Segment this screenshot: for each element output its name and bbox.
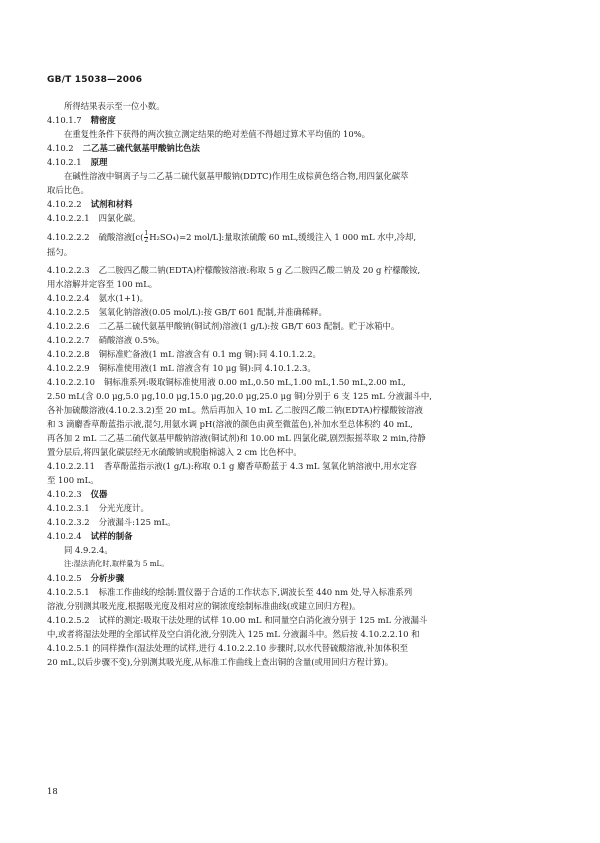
clause-continuation: 置分层后,将四氯化碳层经无水硫酸钠或脱脂棉滤入 2 cm 比色杯中。 <box>47 447 302 457</box>
clause-text: 铜标准系列:吸取铜标准使用液 0.00 mL,0.50 mL,1.00 mL,1.50 mL,2.00 mL, <box>103 377 406 387</box>
clause-number: 4.10.2.2.1 <box>47 213 90 223</box>
section-heading <box>47 571 559 585</box>
text-line: 所得结果表示至一位小数。 <box>64 101 165 111</box>
clause-text: 硝酸溶液 0.5%。 <box>98 335 165 345</box>
section-title: 仪器 <box>90 489 108 499</box>
section-number: 4.10.2 <box>47 143 74 153</box>
section-number: 4.10.2.3 <box>47 489 82 499</box>
clause-text: 硫酸溶液[c( <box>98 232 144 242</box>
clause-continuation: 摇匀。 <box>47 247 73 257</box>
clause-number: 4.10.2.2.4 <box>47 293 90 303</box>
fraction-numerator: 1 <box>144 230 149 237</box>
note-text: 注:湿法消化时,取样量为 5 mL。 <box>64 559 169 568</box>
standard-number-header: GB/T 15038—2006 <box>47 75 143 85</box>
clause-text: 标准工作曲线的绘制:置仪器于合适的工作状态下,调波长至 440 nm 处,导入标准系列 <box>98 587 413 597</box>
clause-line <box>47 361 559 375</box>
section-heading <box>47 197 559 211</box>
section-heading <box>47 487 559 501</box>
clause-continuation: 至 100 mL。 <box>47 475 99 485</box>
clause-number: 4.10.2.2.10 <box>47 377 95 387</box>
clause-text: 氨水(1+1)。 <box>98 293 148 303</box>
clause-text: H₂SO₄)=2 mol/L]:量取浓硫酸 60 mL,缓缓注入 1 000 mL 水中,冷却, <box>149 232 417 242</box>
clause-line <box>47 305 559 319</box>
clause-text: 氢氧化钠溶液(0.05 mol/L):按 GB/T 601 配制,并准确稀释。 <box>98 307 327 317</box>
clause-number: 4.10.2.3.1 <box>47 503 90 513</box>
clause-text: 铜标准使用液(1 mL 溶液含有 10 μg 铜):同 4.10.1.2.3。 <box>98 363 316 373</box>
clause-line <box>47 291 559 305</box>
clause-line <box>47 585 559 599</box>
section-title: 试剂和材料 <box>90 199 133 209</box>
clause-line <box>47 375 559 389</box>
clause-line <box>47 347 559 361</box>
clause-number: 4.10.2.2.8 <box>47 349 90 359</box>
clause-text: 试样的测定:吸取干法处理的试样 10.00 mL 和同量空白消化液分别于 125 mL 分液漏斗 <box>98 615 428 625</box>
clause-continuation: 溶液,分别测其吸光度,根据吸光度及相对应的铜浓度绘制标准曲线(或建立回归方程)。 <box>47 601 361 611</box>
section-number: 4.10.2.4 <box>47 531 82 541</box>
clause-line <box>47 211 559 225</box>
fraction-denominator: 2 <box>144 237 149 244</box>
section-number: 4.10.1.7 <box>47 115 82 125</box>
clause-text: 香草酚蓝指示液(1 g/L):称取 0.1 g 麝香草酚蓝于 4.3 mL 氢氧化钠溶液中,用水定容 <box>103 461 417 471</box>
clause-continuation: 4.10.2.5.1 的同样操作(湿法处理的试样,进行 4.10.2.2.10 步骤时,以水代替硫酸溶液,补加体积至 <box>47 643 409 653</box>
clause-text: 分液漏斗:125 mL。 <box>98 517 176 527</box>
section-title: 原理 <box>90 157 108 167</box>
section-title: 分析步骤 <box>90 573 125 583</box>
clause-number: 4.10.2.2.2 <box>47 232 90 242</box>
clause-number: 4.10.2.2.3 <box>47 265 90 275</box>
clause-continuation: 各补加硫酸溶液(4.10.2.3.2)至 20 mL。然后再加入 10 mL 乙二胺四乙酸二钠(EDTA)柠檬酸铵溶液 <box>47 405 423 415</box>
clause-line <box>47 515 559 529</box>
section-number: 4.10.2.2 <box>47 199 82 209</box>
clause-number: 4.10.2.2.11 <box>47 461 95 471</box>
clause-continuation: 20 mL,以后步骤不变),分别测其吸光度,从标准工作曲线上查出铜的含量(或用回归方程计算)。 <box>47 657 394 667</box>
clause-continuation: 用水溶解并定容至 100 mL。 <box>47 279 158 289</box>
section-title: 精密度 <box>90 115 116 125</box>
section-title: 试样的制备 <box>90 531 133 541</box>
clause-line <box>47 613 559 627</box>
section-title: 二乙基二硫代氨基甲酸钠比色法 <box>82 143 200 153</box>
clause-number: 4.10.2.2.9 <box>47 363 90 373</box>
clause-text: 四氯化碳。 <box>98 213 141 223</box>
section-number: 4.10.2.1 <box>47 157 82 167</box>
clause-continuation: 再各加 2 mL 二乙基二硫代氨基甲酸钠溶液(铜试剂)和 10.00 mL 四氯化碳,剧烈振摇萃取 2 min,待静 <box>47 433 426 443</box>
clause-continuation: 中,或者将湿法处理的全部试样及空白消化液,分别洗入 125 mL 分液漏斗中。然后按 4.10.2.2.10 和 <box>47 629 420 639</box>
clause-line <box>47 459 559 473</box>
document-body <box>47 99 559 669</box>
section-heading <box>47 113 559 127</box>
clause-number: 4.10.2.2.7 <box>47 335 90 345</box>
section-heading <box>47 529 559 543</box>
clause-text: 二乙基二硫代氨基甲酸钠(铜试剂)溶液(1 g/L):按 GB/T 603 配制。贮于冰箱中。 <box>98 321 400 331</box>
clause-number: 4.10.2.3.2 <box>47 517 90 527</box>
clause-number: 4.10.2.5.1 <box>47 587 90 597</box>
section-heading <box>47 155 559 169</box>
fraction <box>144 231 148 244</box>
clause-number: 4.10.2.2.5 <box>47 307 90 317</box>
text-line: 在重复性条件下获得的两次独立测定结果的绝对差值不得超过算术平均值的 10%。 <box>64 129 371 139</box>
text-line: 同 4.9.2.4。 <box>64 545 113 555</box>
clause-number: 4.10.2.5.2 <box>47 615 90 625</box>
section-number: 4.10.2.5 <box>47 573 82 583</box>
clause-line <box>47 501 559 515</box>
section-heading <box>47 141 559 155</box>
page-number: 18 <box>47 786 58 796</box>
clause-line <box>47 263 559 277</box>
clause-continuation: 2.50 mL(含 0.0 μg,5.0 μg,10.0 μg,15.0 μg,20.0 μg,25.0 μg 铜)分别于 6 支 125 mL 分液漏斗中, <box>47 391 432 401</box>
clause-line <box>47 229 559 245</box>
text-line: 取后比色。 <box>47 185 89 195</box>
text-line: 在碱性溶液中铜离子与二乙基二硫代氨基甲酸钠(DDTC)作用生成棕黄色络合物,用四氯化碳萃 <box>64 171 409 181</box>
clause-text: 乙二胺四乙酸二钠(EDTA)柠檬酸铵溶液:称取 5 g 乙二胺四乙酸二钠及 20 g 柠檬酸铵, <box>98 265 421 275</box>
clause-text: 铜标准贮备液(1 mL 溶液含有 0.1 mg 铜):同 4.10.1.2.2。 <box>98 349 321 359</box>
clause-text: 分光光度计。 <box>98 503 149 513</box>
clause-line <box>47 333 559 347</box>
clause-continuation: 和 3 滴麝香草酚蓝指示液,混匀,用氨水调 pH(溶液的颜色由黄至微蓝色),补加水至总体积约 40 mL, <box>47 419 413 429</box>
clause-number: 4.10.2.2.6 <box>47 321 90 331</box>
clause-line <box>47 319 559 333</box>
